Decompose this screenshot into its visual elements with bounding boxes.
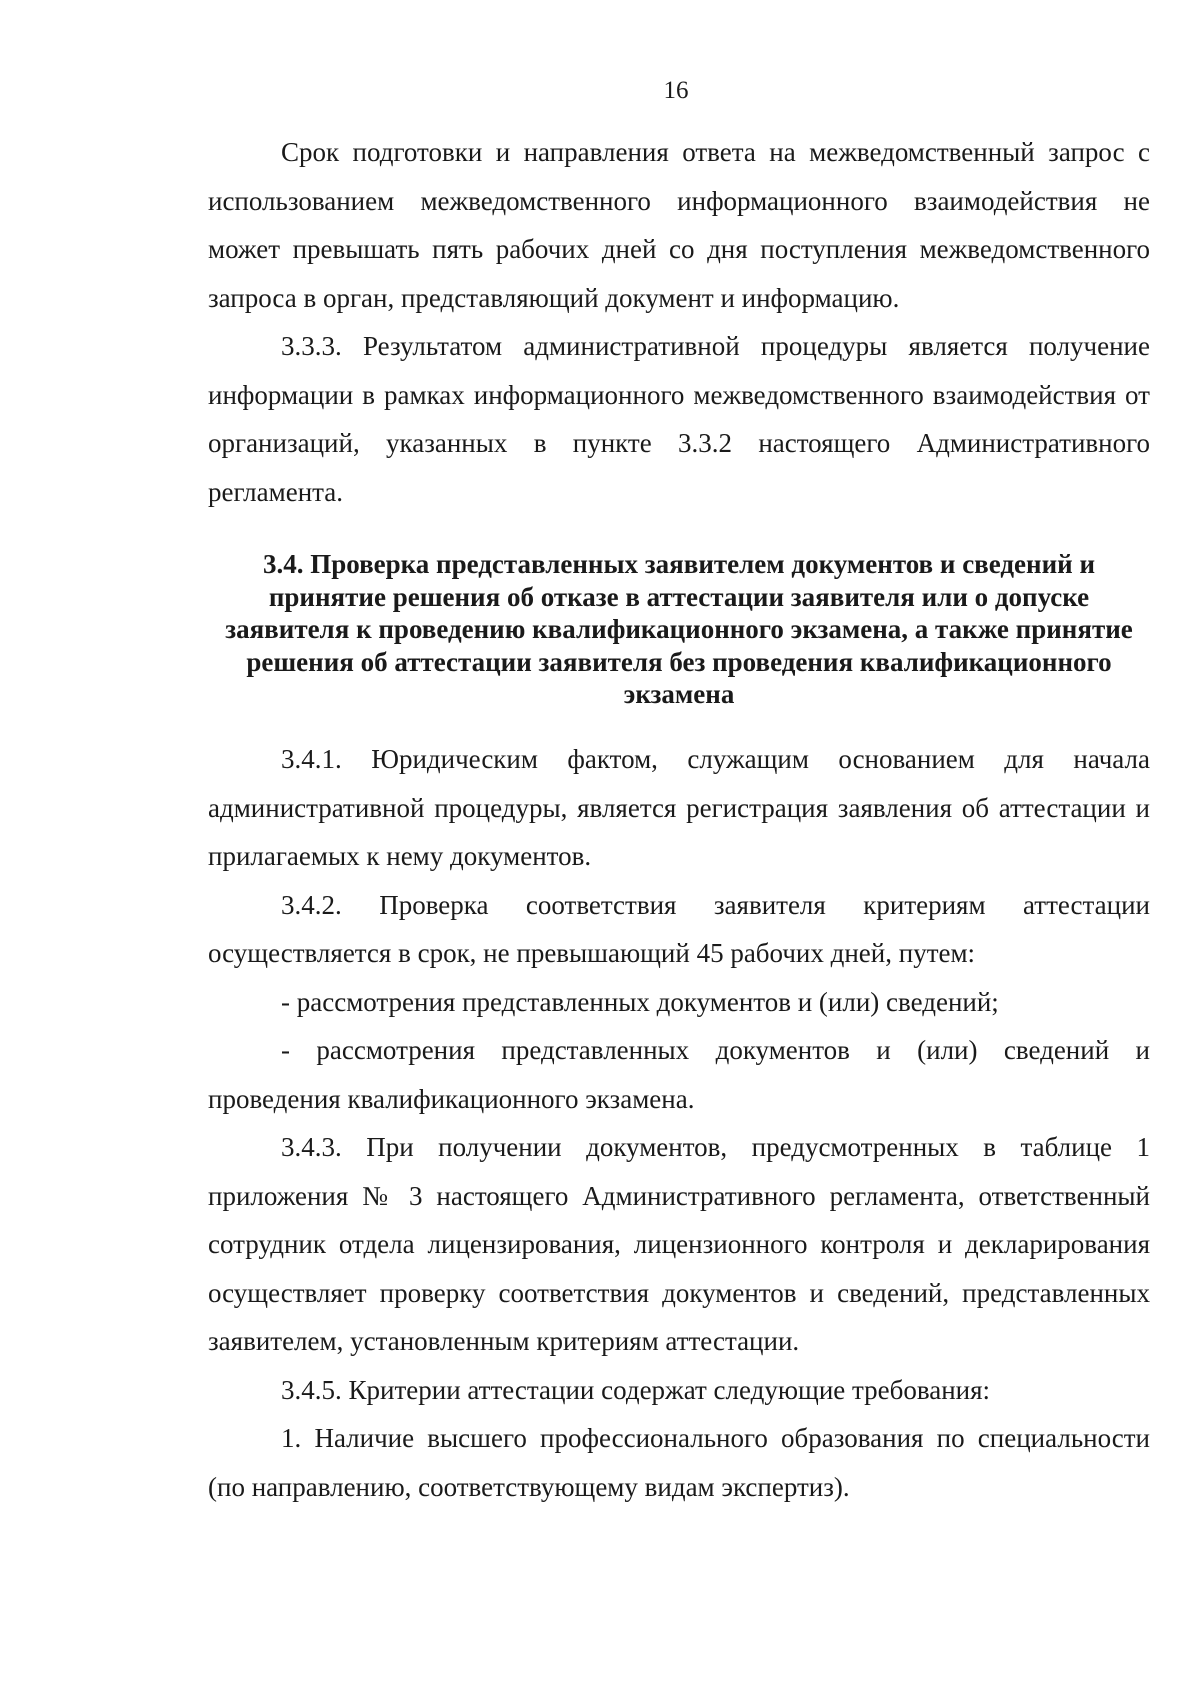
paragraph-3-4-3: 3.4.3. При получении документов, предусмотренных в таблице 1 приложения № 3 настоящего Административного регламента, ответственный сотрудник отдела лицензирования, лицензионного контроля и декларирования осуществляет проверку соответствия документов и сведений, представленных заявителем, установленным критериям аттестации. (208, 1132, 1150, 1356)
paragraph-3-4-2: 3.4.2. Проверка соответствия заявителя критериям аттестации осуществляется в срок, не превышающий 45 рабочих дней, путем: (208, 889, 1150, 968)
paragraph-3-4-1: 3.4.1. Юридическим фактом, служащим основанием для начала административной процедуры, является регистрация заявления об аттестации и прилагаемых к нему документов. (208, 744, 1150, 871)
list-item-higher-education: 1. Наличие высшего профессионального образования по специальности (по направлению, соответствующему видам экспертиз). (208, 1423, 1150, 1502)
paragraph-response-deadline: Срок подготовки и направления ответа на межведомственный запрос с использованием межведомственного информационного взаимодействия не может превышать пять рабочих дней со дня поступления межведомственного запроса в орган, представляющий документ и информацию. (208, 137, 1150, 313)
paragraph-3-3-3: 3.3.3. Результатом административной процедуры является получение информации в рамках информационного межведомственного взаимодействия от организаций, указанных в пункте 3.3.2 настоящего Административного регламента. (208, 331, 1150, 507)
list-item-review-documents: - рассмотрения представленных документов и (или) сведений; (281, 986, 999, 1017)
section-3-4-text (208, 735, 1150, 1511)
page-number: 16 (663, 77, 689, 104)
list-item-review-and-exam: - рассмотрения представленных документов и (или) сведений и проведения квалификационного экзамена. (208, 1035, 1150, 1114)
paragraph-3-4-5: 3.4.5. Критерии аттестации содержат следующие требования: (281, 1374, 991, 1405)
section-3-3-text (208, 128, 1150, 516)
section-heading-3-4: 3.4. Проверка представленных заявителем документов и сведений и принятие решения об отказе в аттестации заявителя или о допуске заявителя к проведению квалификационного экзамена, а также принятие решения об аттестации заявителя без проведения квалификационного экзамена (225, 549, 1133, 709)
